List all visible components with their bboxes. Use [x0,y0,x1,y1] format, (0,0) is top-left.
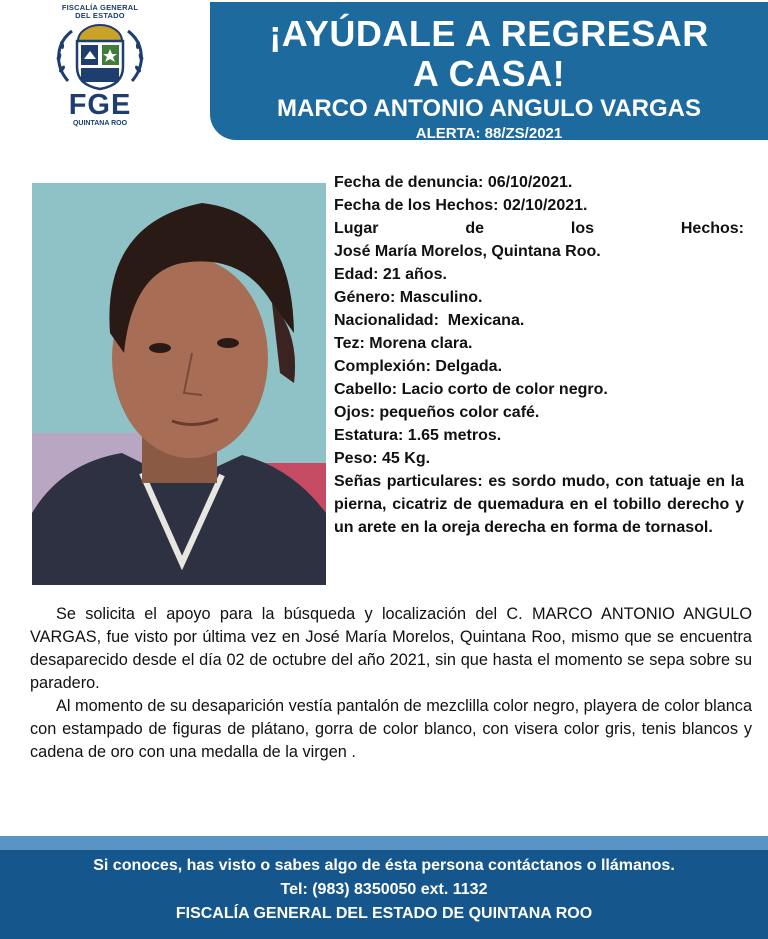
footer-phone: Tel: (983) 8350050 ext. 1132 [280,881,488,898]
nationality: Nacionalidad: Mexicana. [334,312,525,329]
weight: Peso: 45 Kg. [334,450,431,467]
place-label-word: de [465,220,484,237]
alert-number: ALERTA: 88/ZS/2021 [415,125,563,142]
missing-person-name: MARCO ANTONIO ANGULO VARGAS [277,95,701,122]
place-label-word: los [570,220,594,237]
distinguishing-marks: Señas particulares: es sordo mudo, con tatuaje en la pierna, cicatriz de quemadura en el tobillo derecho y un arete en la oreja derecha en forma de tornasol. [334,473,744,536]
description-paragraph-2: Al momento de su desaparición vestía pantalón de mezclilla color negro, playera de color blanca con estampado de figuras de plátano, gorra de color blanco, con visera color gris, tenis blancos y cadena de oro con una medalla de la virgen . [30,697,752,761]
place-label-word: Lugar [334,220,379,237]
hair: Cabello: Lacio corto de color negro. [334,381,608,398]
logo-agency-line2: DEL ESTADO [75,11,125,20]
place-label-word: Hechos: [680,220,744,237]
complexion-skin: Tez: Morena clara. [334,335,473,352]
logo-abbreviation: FGE [68,89,132,121]
contact-footer [0,850,768,939]
age: Edad: 21 años. [334,266,447,283]
description-body [30,603,752,764]
report-date: Fecha de denuncia: 06/10/2021. [334,174,573,191]
footer-call-to-action: Si conoces, has visto o sabes algo de ésta persona contáctanos o llámanos. [93,857,675,874]
place-label [334,217,744,240]
description-paragraph-1: Se solicita el apoyo para la búsqueda y localización del C. MARCO ANTONIO ANGULO VARGAS, fue visto por última vez en José María Morelos, Quintana Roo, mismo que se encuentra desaparecido desde el día 02 de octubre del año 2021, sin que hasta el momento se sepa sobre su paradero. [30,605,752,692]
incident-date: Fecha de los Hechos: 02/10/2021. [334,197,588,214]
headline-line2: A CASA! [412,53,566,94]
logo-agency-line1: FISCALÍA GENERAL [61,3,139,12]
eyes: Ojos: pequeños color café. [334,404,540,421]
height: Estatura: 1.65 metros. [334,427,502,444]
headline-line1: ¡AYÚDALE A REGRESAR [269,13,709,54]
missing-person-photo [32,183,326,585]
build: Complexión: Delgada. [334,358,503,375]
coat-of-arms-icon [50,21,150,91]
gender: Género: Masculino. [334,289,483,306]
place-value: José María Morelos, Quintana Roo. [334,243,601,260]
header-banner [210,2,768,140]
fge-logo [30,4,170,146]
logo-state: QUINTANA ROO [72,120,128,127]
footer-accent-bar [0,836,768,850]
person-details [334,171,744,539]
footer-agency: FISCALÍA GENERAL DEL ESTADO DE QUINTANA ROO [175,905,593,922]
